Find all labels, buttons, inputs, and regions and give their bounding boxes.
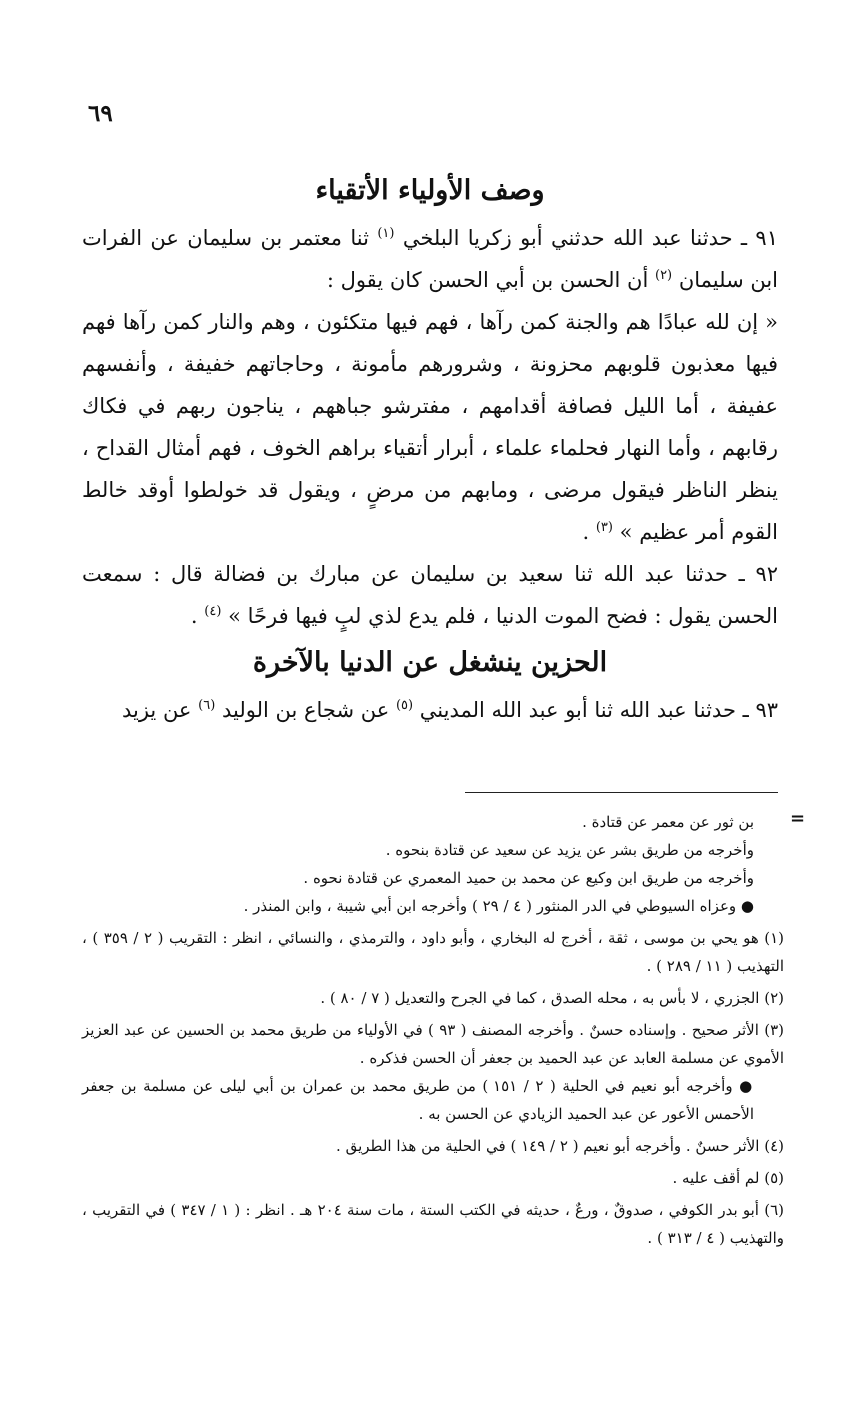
footnote-ref-6: (٦) <box>198 698 216 713</box>
footnote-ref-2: (٢) <box>654 268 673 283</box>
paragraph-91-part1: ٩١ ـ حدثنا عبد الله حدثني أبو زكريا البلخي <box>402 226 778 250</box>
footnote-ref-4: (٤) <box>204 604 222 619</box>
page-number: ٦٩ <box>88 100 113 127</box>
footnote-1: (١) هو يحي بن موسى ، ثقة ، أخرج له البخاري ، وأبو داود ، والترمذي ، والنسائي ، انظر : التقريب ( ٢ / ٣٥٩ ) ، التهذيب ( ١١ / ٢٨٩ ) . <box>82 929 785 975</box>
paragraph-93 <box>82 689 778 731</box>
footnote-ref-1: (١) <box>377 226 395 241</box>
continuation-mark: = <box>790 808 806 829</box>
paragraph-91-part3: أن الحسن بن أبي الحسن كان يقول : <box>326 268 655 292</box>
footnote-2: (٢) الجزري ، لا بأس به ، محله الصدق ، كما في الجرح والتعديل ( ٧ / ٨٠ ) . <box>320 989 784 1007</box>
section-heading-hazin: الحزين ينشغل عن الدنيا بالآخرة <box>252 647 608 678</box>
paragraph-93-part2: عن شجاع بن الوليد <box>221 698 396 722</box>
footnote-3: (٣) الأثر صحيح . وإسناده حسنٌ . وأخرجه المصنف ( ٩٣ ) في الأولياء من طريق محمد بن الحسين عن عبد العزيز الأموي عن مسلمة العابد عن عبد الحميد بن جعفر أن الحسن فذكره . <box>82 1021 785 1067</box>
footnote-5: (٥) لم أقف عليه . <box>672 1169 784 1187</box>
paragraph-93-part1: ٩٣ ـ حدثنا عبد الله ثنا أبو عبد الله المديني <box>419 698 778 722</box>
footnote-3-extra: ● وأخرجه أبو نعيم في الحلية ( ٢ / ١٥١ ) من طريق محمد بن عمران بن أبي ليلى عن مسلمة بن جعفر الأحمس الأعور عن عبد الحميد الزيادي عن الحسن به . <box>82 1077 755 1123</box>
quote-text: « إن لله عبادًا هم والجنة كمن رآها ، فهم فيها متكئون ، وهم والنار كمن رآها فهم فيها معذبون قلوبهم محزونة ، وشرورهم مأمونة ، وحاجاتهم خفيفة ، وأنفسهم عفيفة ، أما الليل فصافة أقدامهم ، مفترشو جباههم ، يناجون ربهم في فكاك رقابهم ، وأما النهار فحلماء علماء ، أبرار أتقياء براهم الخوف ، فهم أمثال القداح ، ينظر الناظر فيقول مرضى ، ومابهم من مرضٍ ، ويقول قد خولطوا أوقد خالط القوم أمر عظيم » <box>82 310 778 544</box>
footnote-continued-2: وأخرجه من طريق بشر عن يزيد عن سعيد عن قتادة بنحوه . <box>385 841 754 859</box>
quote-end: . <box>582 520 596 544</box>
paragraph-91-part2: ثنا معتمر بن سليمان عن الفرات ابن سليمان <box>82 226 778 292</box>
footnote-continued-4: ● وعزاه السيوطي في الدر المنثور ( ٤ / ٢٩ ) وأخرجه ابن أبي شيبة ، وابن المنذر . <box>243 897 754 915</box>
footnote-ref-3: (٣) <box>595 520 613 535</box>
footnote-4: (٤) الأثر حسنٌ . وأخرجه أبو نعيم ( ٢ / ١٤٩ ) في الحلية من هذا الطريق . <box>336 1137 784 1155</box>
footnote-continued-1: بن ثور عن معمر عن قتادة . <box>582 813 754 831</box>
quote-hasan <box>82 301 778 553</box>
footnotes <box>82 808 784 1252</box>
footnote-continued-3: وأخرجه من طريق ابن وكيع عن محمد بن حميد المعمري عن قتادة نحوه . <box>303 869 754 887</box>
footnote-6: (٦) أبو بدر الكوفي ، صدوقٌ ، ورعٌ ، حديثه في الكتب الستة ، مات سنة ٢٠٤ هـ . انظر : ( ١ / ٣٤٧ ) في التقريب ، والتهذيب ( ٤ / ٣١٣ ) . <box>82 1201 784 1247</box>
main-text <box>82 165 778 731</box>
paragraph-92 <box>82 553 778 637</box>
paragraph-92-end: . <box>190 604 205 628</box>
paragraph-93-part3: عن يزيد <box>121 698 199 722</box>
paragraph-92-text: ٩٢ ـ حدثنا عبد الله ثنا سعيد بن سليمان عن مبارك بن فضالة قال : سمعت الحسن يقول : فضح الموت الدنيا ، فلم يدع لذي لبٍ فيها فرحًا » <box>82 562 778 628</box>
paragraph-91 <box>82 217 778 301</box>
footnote-ref-5: (٥) <box>395 698 414 713</box>
footnote-divider <box>465 792 778 793</box>
section-heading-awliya: وصف الأولياء الأتقياء <box>315 175 545 206</box>
